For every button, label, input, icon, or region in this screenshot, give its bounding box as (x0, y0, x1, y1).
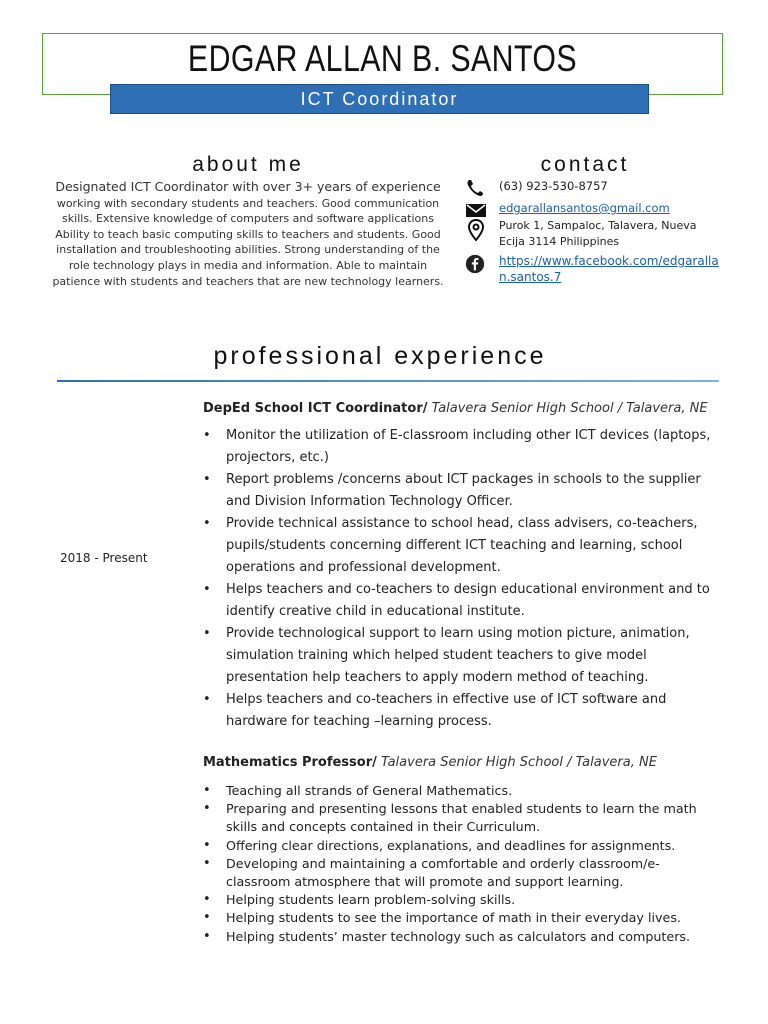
list-item: • Preparing and presenting lessons that enabled students to learn the math skills and concepts contained in their Curriculum. (203, 800, 723, 836)
list-item: • Provide technological support to learn using motion picture, animation, simulation training which helped student teachers to give model presentation help teachers to apply modern method of teaching. (203, 623, 723, 688)
job1-place: Talavera Senior High School / Talavera, NE (427, 401, 708, 416)
experience-heading: professional experience (213, 342, 547, 370)
job2-title (203, 755, 657, 770)
job2-place: Talavera Senior High School / Talavera, NE (376, 755, 657, 770)
envelope-icon (464, 200, 488, 220)
list-item: • Developing and maintaining a comfortable and orderly classroom/e-classroom atmosphere that will promote and support learning. (203, 855, 723, 891)
section-divider (57, 380, 719, 382)
about-heading: about me (192, 153, 304, 176)
list-item: • Helping students to see the importance of math in their everyday lives. (203, 909, 723, 927)
job2-duties (203, 782, 723, 946)
job1-title (203, 401, 708, 416)
facebook-link[interactable]: https://www.facebook.com/edgarallan.santos.7 (499, 254, 719, 284)
job1-duties (203, 425, 723, 733)
phone-icon (464, 178, 488, 198)
about-text (50, 179, 446, 289)
facebook-icon (464, 253, 486, 275)
job-title-banner (110, 84, 649, 114)
list-item: • Teaching all strands of General Mathematics. (203, 782, 723, 800)
candidate-name: EDGAR ALLAN B. SANTOS (187, 38, 578, 79)
employment-date: 2018 - Present (60, 551, 148, 565)
job-title-text: ICT Coordinator (300, 89, 459, 109)
list-item: • Helping students’ master technology such as calculators and computers. (203, 928, 723, 946)
about-body: working with secondary students and teachers. Good communication skills. Extensive knowledge of computers and software applications Ability to teach basic computing skills to teachers and students. Good installation and troubleshooting abilities. Strong understanding of the role technology plays in media and information. Able to maintain patience with students and teachers that are new technology learners. (52, 196, 444, 288)
list-item: • Helps teachers and co-teachers to design educational environment and to identify creative child in educational institute. (203, 579, 723, 622)
job2-role: Mathematics Professor/ (203, 755, 377, 770)
email-link[interactable]: edgarallansantos@gmail.com (499, 201, 670, 215)
address-text: Purok 1, Sampaloc, Talavera, Nueva Ecija 3114 Philippines (499, 219, 697, 248)
phone-number: (63) 923-530-8757 (499, 179, 608, 193)
list-item: • Offering clear directions, explanations, and deadlines for assignments. (203, 837, 723, 855)
contact-heading: contact (540, 153, 630, 176)
list-item: • Monitor the utilization of E-classroom including other ICT devices (laptops, projectors, etc.) (203, 425, 723, 468)
about-first-line: Designated ICT Coordinator with over 3+ years of experience (55, 179, 441, 194)
list-item: • Report problems /concerns about ICT packages in schools to the supplier and Division Information Technology Officer. (203, 469, 723, 512)
list-item: • Provide technical assistance to school head, class advisers, co-teachers, pupils/students concerning different ICT teaching and learning, school operations and professional development. (203, 513, 723, 578)
job1-role: DepEd School ICT Coordinator/ (203, 401, 428, 416)
list-item: • Helps teachers and co-teachers in effective use of ICT software and hardware for teaching –learning process. (203, 689, 723, 732)
location-pin-icon (464, 218, 488, 242)
list-item: • Helping students learn problem-solving skills. (203, 891, 723, 909)
